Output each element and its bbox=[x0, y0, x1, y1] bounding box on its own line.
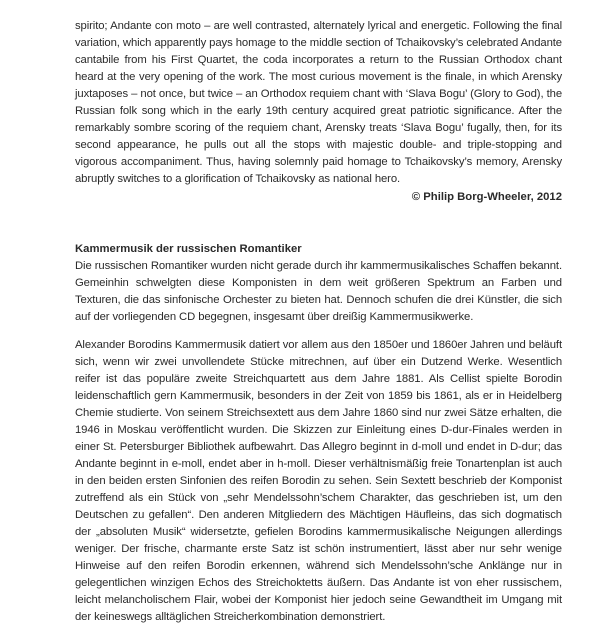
german-paragraph-1: Die russischen Romantiker wurden nicht gerade durch ihr kammermusikalisches Schaffen bekannt. Gemeinhin schwelgten diese Komponisten in dem weit größeren Spektrum an Farben und Texturen, die das sinfonische Orchester zu bieten hat. Dennoch schufen die drei Künstler, die sich auf der vorliegenden CD begegnen, insgesamt über dreißig Kammermusikwerke. bbox=[75, 260, 562, 323]
document-page bbox=[75, 18, 562, 626]
english-paragraph: spirito; Andante con moto – are well contrasted, alternately lyrical and energetic. Following the final variation, which apparently pays homage to the middle section of Tchaikovsky’s celebrated Andante cantabile from his First Quartet, the coda incorporates a return to the Russian Orthodox chant heard at the very opening of the work. The most curious movement is the finale, in which Arensky juxtaposes – not once, but twice – an Orthodox requiem chant with ‘Slava Bogu’ (Glory to God), the Russian folk song which in the early 19th century acquired great patriotic significance. After the remarkably sombre scoring of the requiem chant, Arensky treats ‘Slava Bogu’ fugally, then, for its second appearance, he pulls out all the stops with majestic double- and triple-stopping and vigorous accompaniment. Thus, having solemnly paid homage to Tchaikovsky’s memory, Arensky abruptly switches to a glorification of Tchaikovsky as national hero. bbox=[75, 20, 562, 185]
german-paragraph-2: Alexander Borodins Kammermusik datiert vor allem aus den 1850er und 1860er Jahren und beläuft sich, wenn wir zwei unvollendete Stücke mitrechnen, auf über ein Dutzend Werke. Wesentlich reifer ist das populäre zweite Streichquartett aus dem Jahre 1881. Als Cellist spielte Borodin leidenschaftlich gern Kammermusik, besonders in der Zeit von 1859 bis 1861, als er in Heidelberg Chemie studierte. Von seinem Streichsextett aus dem Jahre 1860 sind nur zwei Sätze erhalten, die 1946 in Moskau veröffentlicht wurden. Die Skizzen zur Einleitung eines D-dur-Finales werden in einer St. Petersburger Bibliothek aufbewahrt. Das Allegro beginnt in d-moll und endet in D-dur; das Andante beginnt in e-moll, endet aber in h-moll. Dieser verhältnismäßig freie Tonartenplan ist auch in den beiden ersten Sinfonien des reifen Borodin zu sehen. Sein Sextett beschrieb der Komponist zutreffend als ein Stück von „sehr Mendelssohn’schem Charakter, das geschrieben ist, um den Deutschen zu gefallen“. Den anderen Mitgliedern des Mächtigen Häufleins, das sich dogmatisch der „absoluten Musik“ widersetzte, gefielen Borodins kammermusikalische Neigungen allerdings weniger. Der frische, charmante erste Satz ist schön instrumentiert, lässt aber nur sehr wenige Hinweise auf den reifen Borodin erkennen, während sich Mendelssohn’sche Anklänge nur in gelegentlichen winzigen Echos des Streichoktetts äußern. Das Andante ist von eher russischem, leicht melancholischem Flair, wobei der Komponist hier jedoch seine Gewandtheit im Umgang mit der keineswegs alltäglichen Streicherkombination demonstriert. bbox=[75, 339, 562, 623]
author-credit: © Philip Borg-Wheeler, 2012 bbox=[411, 191, 562, 203]
section-heading: Kammermusik der russischen Romantiker bbox=[75, 243, 302, 255]
